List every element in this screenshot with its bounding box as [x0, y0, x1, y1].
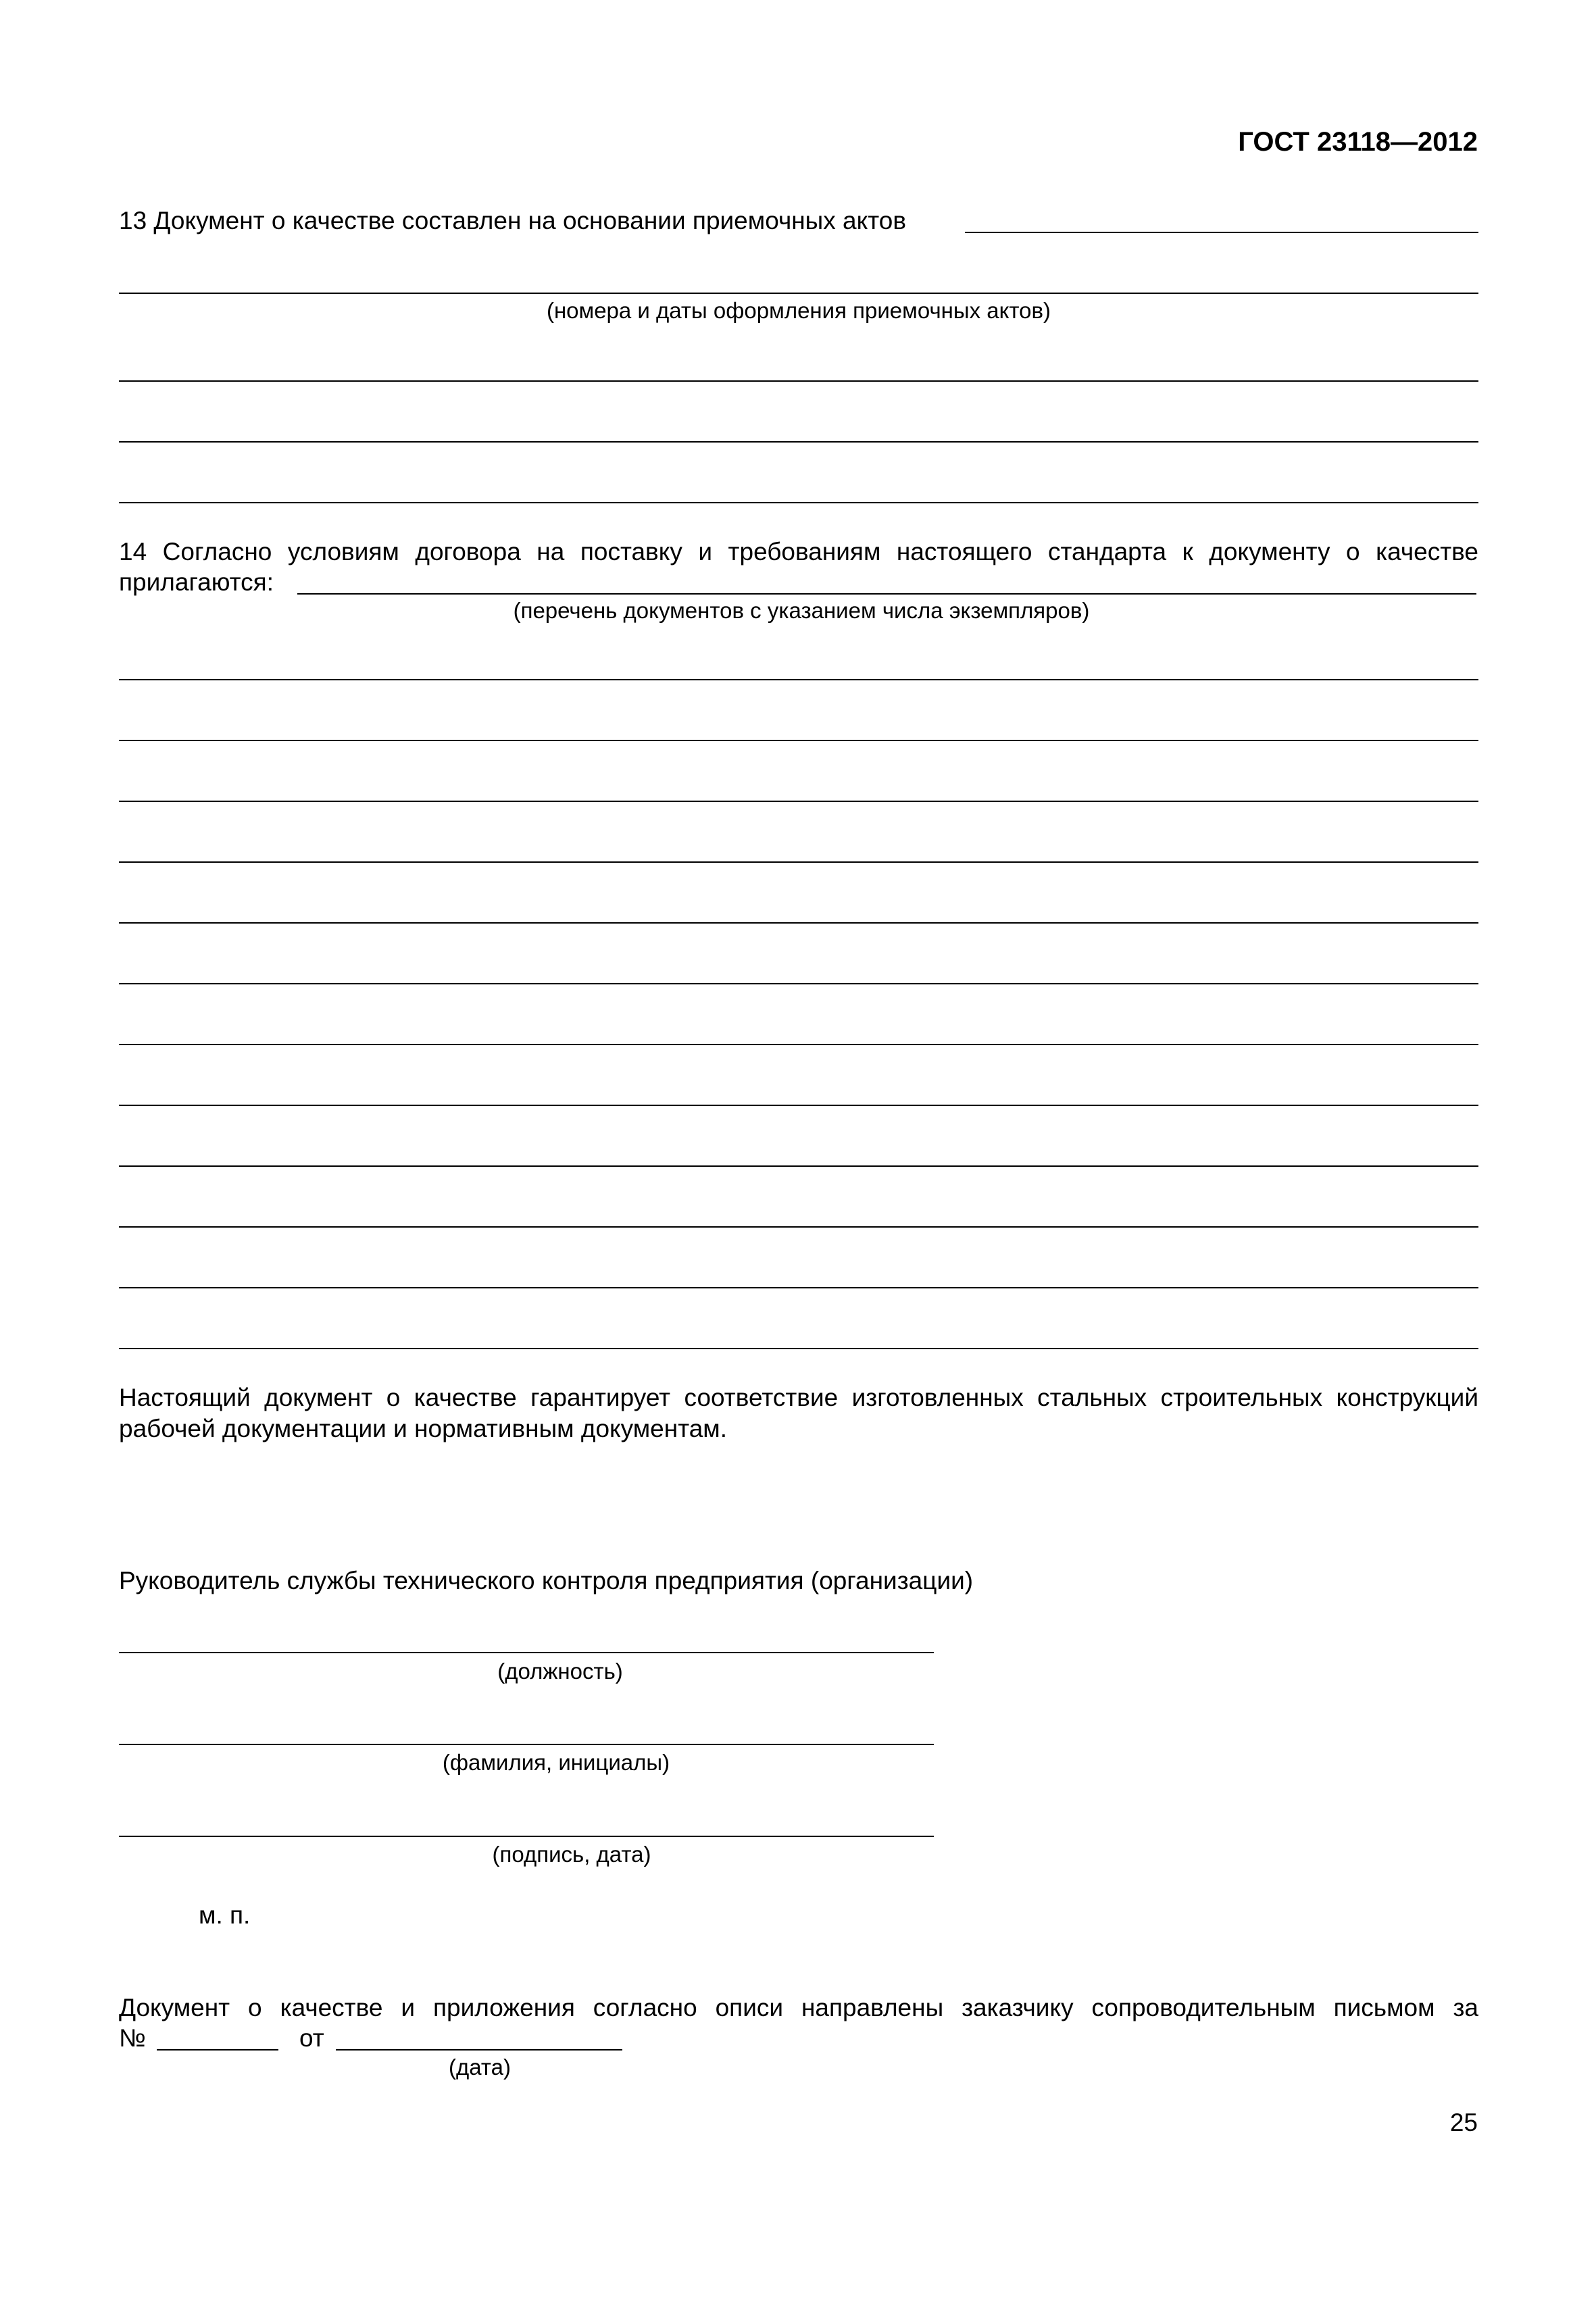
guarantee-line-2: рабочей документации и нормативным документам.	[119, 1415, 728, 1442]
guarantee-line-1: Настоящий документ о качестве гарантирует соответствие изготовленных стальных строительных конструкций	[119, 1384, 1478, 1411]
name-caption: (фамилия, инициалы)	[442, 1750, 670, 1775]
item-14-field-line[interactable]	[119, 1287, 1478, 1288]
item-14-field-line[interactable]	[119, 1226, 1478, 1228]
item-13-field-inline[interactable]	[965, 232, 1478, 233]
item-14-field-line[interactable]	[119, 679, 1478, 680]
dispatch-date-caption: (дата)	[449, 2055, 511, 2080]
item-14-line-1: 14 Согласно условиям договора на поставку и требованиям настоящего стандарта к документу о качестве	[119, 538, 1478, 565]
item-13-extra-line[interactable]	[119, 441, 1478, 443]
page-number: 25	[1449, 2109, 1478, 2136]
dispatch-line-1: Документ о качестве и приложения согласно описи направлены заказчику сопроводительным письмом за	[119, 1994, 1478, 2021]
item-14-field-line[interactable]	[119, 1044, 1478, 1045]
item-14-field-line[interactable]	[119, 1105, 1478, 1106]
dispatch-number-label: №	[119, 2024, 146, 2052]
position-caption: (должность)	[497, 1659, 623, 1684]
item-14-field-inline[interactable]	[297, 593, 1476, 595]
item-14-line-2: прилагаются:	[119, 568, 274, 596]
item-14-field-line[interactable]	[119, 1165, 1478, 1167]
item-14-caption: (перечень документов с указанием числа экземпляров)	[513, 598, 1090, 623]
item-13-field-line[interactable]	[119, 293, 1478, 294]
item-14-field-line[interactable]	[119, 740, 1478, 741]
dispatch-from-label: от	[299, 2024, 324, 2052]
position-field[interactable]	[119, 1652, 934, 1653]
document-code: ГОСТ 23118—2012	[1238, 127, 1478, 157]
signature-field[interactable]	[119, 1836, 934, 1837]
item-14-field-line[interactable]	[119, 922, 1478, 924]
signature-caption: (подпись, дата)	[492, 1842, 651, 1867]
item-14-field-line[interactable]	[119, 1348, 1478, 1349]
name-field[interactable]	[119, 1744, 934, 1745]
item-13-extra-line[interactable]	[119, 502, 1478, 503]
item-14-field-line[interactable]	[119, 983, 1478, 984]
signatory-title: Руководитель службы технического контроля предприятия (организации)	[119, 1567, 974, 1594]
dispatch-date-field[interactable]	[336, 2049, 622, 2051]
item-13-text: 13 Документ о качестве составлен на основании приемочных актов	[119, 207, 906, 234]
item-14-field-line[interactable]	[119, 801, 1478, 802]
stamp-place-label: м. п.	[199, 1901, 251, 1929]
item-14-field-line[interactable]	[119, 861, 1478, 863]
item-13-extra-line[interactable]	[119, 380, 1478, 382]
item-13-caption: (номера и даты оформления приемочных актов)	[546, 298, 1051, 323]
dispatch-number-field[interactable]	[157, 2049, 278, 2051]
